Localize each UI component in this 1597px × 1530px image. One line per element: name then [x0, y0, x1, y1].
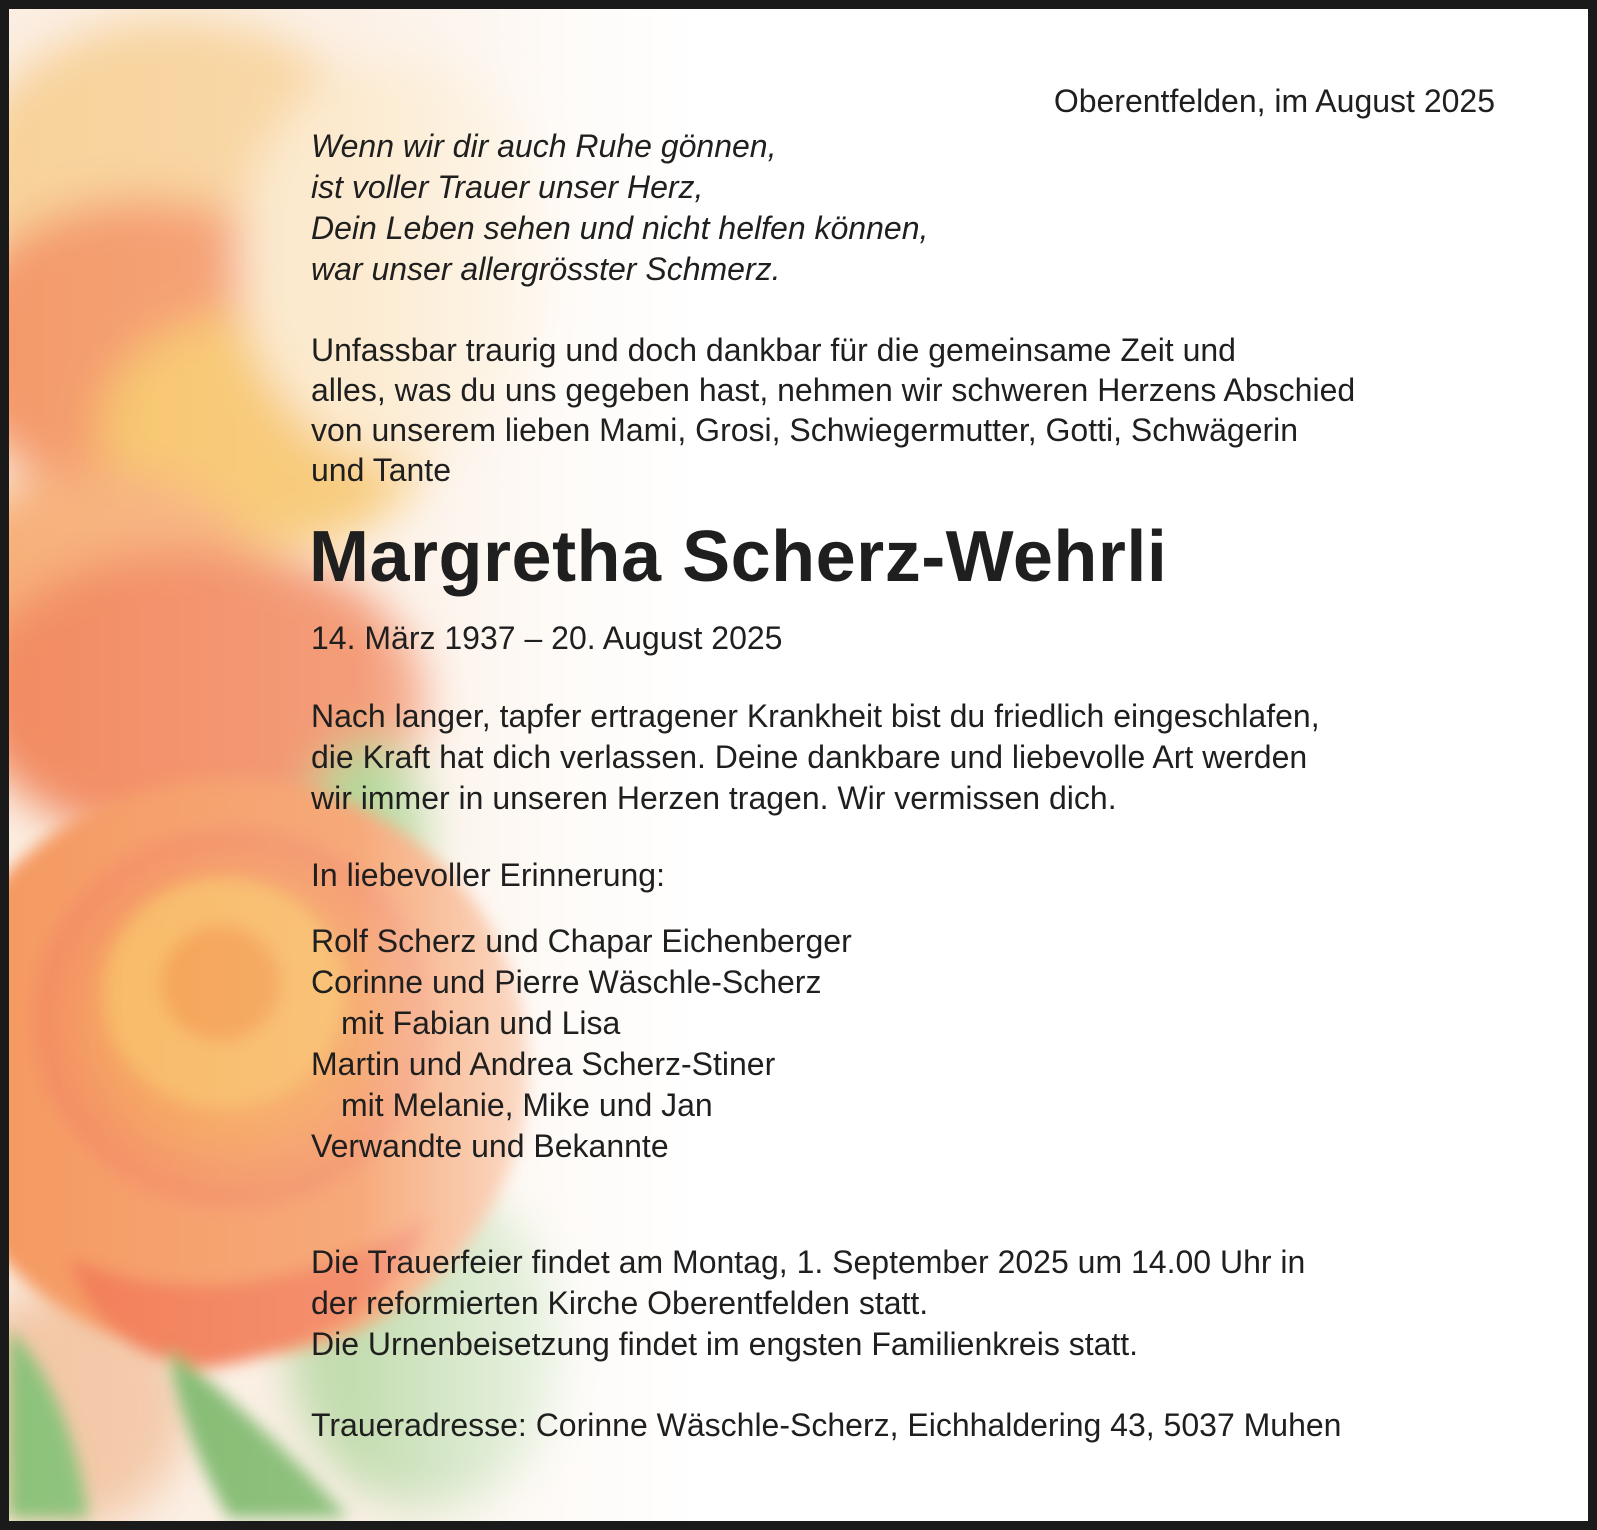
intro-line: Unfassbar traurig und doch dankbar für die gemeinsame Zeit und [311, 332, 1236, 368]
mourner-entry: Rolf Scherz und Chapar Eichenberger [311, 923, 852, 959]
mourning-address: Traueradresse: Corinne Wäschle-Scherz, Eichhaldering 43, 5037 Muhen [311, 1407, 1342, 1443]
service-info [311, 1242, 1305, 1365]
memory-heading: In liebevoller Erinnerung: [311, 857, 665, 893]
life-dates: 14. März 1937 – 20. August 2025 [311, 620, 783, 656]
poem-line: war unser allergrösster Schmerz. [311, 251, 781, 287]
service-line: Die Urnenbeisetzung findet im engsten Familienkreis statt. [311, 1326, 1139, 1362]
message-line: Nach langer, tapfer ertragener Krankheit bist du friedlich eingeschlafen, [311, 698, 1320, 734]
mourner-entry: Martin und Andrea Scherz-Stiner [311, 1046, 776, 1082]
poem-line: Dein Leben sehen und nicht helfen können, [311, 210, 929, 246]
intro-line: und Tante [311, 452, 451, 488]
poem-line: Wenn wir dir auch Ruhe gönnen, [311, 128, 777, 164]
intro-line: alles, was du uns gegeben hast, nehmen wir schweren Herzens Abschied [311, 372, 1356, 408]
place-and-date: Oberentfelden, im August 2025 [1053, 83, 1495, 119]
deceased-name: Margretha Scherz-Wehrli [309, 517, 1168, 597]
mourner-entry: Corinne und Pierre Wäschle-Scherz [311, 964, 822, 1000]
service-line: der reformierten Kirche Oberentfelden statt. [311, 1285, 929, 1321]
poem [311, 126, 928, 290]
mourner-entry: mit Melanie, Mike und Jan [341, 1087, 713, 1123]
mourner-entry: Verwandte und Bekannte [311, 1128, 669, 1164]
service-line: Die Trauerfeier findet am Montag, 1. September 2025 um 14.00 Uhr in [311, 1244, 1306, 1280]
message-paragraph [311, 696, 1320, 819]
mourner-entry: mit Fabian und Lisa [341, 1005, 621, 1041]
message-line: wir immer in unseren Herzen tragen. Wir vermissen dich. [311, 780, 1117, 816]
intro-line: von unserem lieben Mami, Grosi, Schwiegermutter, Gotti, Schwägerin [311, 412, 1299, 448]
poem-line: ist voller Trauer unser Herz, [311, 169, 704, 205]
intro-paragraph [311, 330, 1355, 490]
message-line: die Kraft hat dich verlassen. Deine dankbare und liebevolle Art werden [311, 739, 1308, 775]
mourners-list [311, 921, 852, 1167]
